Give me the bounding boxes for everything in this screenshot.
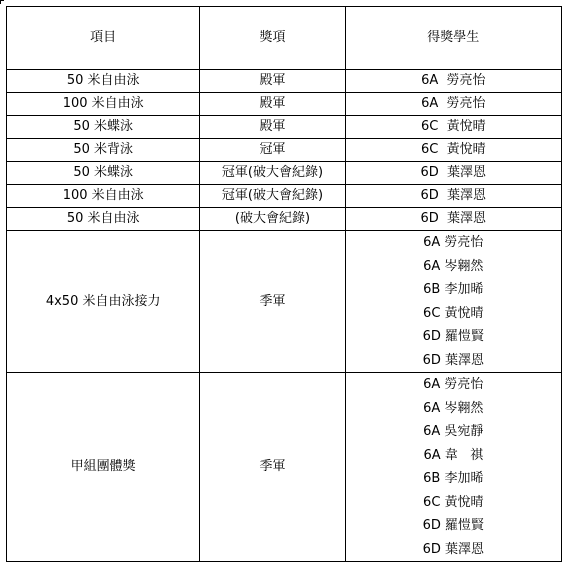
award-cell: 殿軍 xyxy=(200,70,345,93)
event-cell: 100 米自由泳 xyxy=(7,93,200,116)
table-row xyxy=(7,162,562,185)
award-cell: 冠軍 xyxy=(200,139,345,162)
header-row xyxy=(7,7,562,70)
event-cell: 50 米背泳 xyxy=(7,139,200,162)
event-cell: 50 米自由泳 xyxy=(7,70,200,93)
student-name: 6C 黃悅晴 xyxy=(423,494,484,510)
student-cell: 6D 葉澤恩 xyxy=(345,208,561,231)
header-award: 獎項 xyxy=(200,7,345,70)
event-cell: 甲組團體獎 xyxy=(7,373,200,562)
award-cell: 冠軍(破大會紀錄) xyxy=(200,162,345,185)
student-name: 6A 岑翱然 xyxy=(423,258,484,274)
student-name: 6A 岑翱然 xyxy=(423,400,484,416)
award-cell: 冠軍(破大會紀錄) xyxy=(200,185,345,208)
table-row xyxy=(7,208,562,231)
event-cell: 50 米蝶泳 xyxy=(7,116,200,139)
student-name: 6A 勞亮怡 xyxy=(423,377,484,392)
student-cell: 6A 勞亮怡 xyxy=(345,70,561,93)
award-cell: 季軍 xyxy=(200,373,345,562)
student-cell: 6C 黃悅晴 xyxy=(345,139,561,162)
student-list-cell xyxy=(345,373,561,562)
event-cell: 50 米蝶泳 xyxy=(7,162,200,185)
student-name: 6C 黃悅晴 xyxy=(423,305,484,321)
award-cell: 季軍 xyxy=(200,231,345,373)
header-students: 得獎學生 xyxy=(345,7,561,70)
header-event: 項目 xyxy=(7,7,200,70)
award-cell: (破大會紀錄) xyxy=(200,208,345,231)
student-cell: 6D 葉澤恩 xyxy=(345,162,561,185)
relay-row xyxy=(7,231,562,373)
student-name: 6A 勞亮怡 xyxy=(423,235,484,250)
student-list-cell xyxy=(345,231,561,373)
team-row xyxy=(7,373,562,562)
student-name: 6A 吳宛靜 xyxy=(423,424,484,439)
student-name: 6D 葉澤恩 xyxy=(422,541,484,557)
student-cell: 6D 葉澤恩 xyxy=(345,185,561,208)
student-name: 6D 羅愷賢 xyxy=(422,518,484,533)
table-row xyxy=(7,116,562,139)
student-cell: 6A 勞亮怡 xyxy=(345,93,561,116)
event-cell: 100 米自由泳 xyxy=(7,185,200,208)
results-table xyxy=(6,6,562,562)
table-row xyxy=(7,139,562,162)
corner-mark xyxy=(0,0,4,4)
student-name: 6B 李加晞 xyxy=(423,282,484,297)
award-cell: 殿軍 xyxy=(200,93,345,116)
event-cell: 50 米自由泳 xyxy=(7,208,200,231)
table-row xyxy=(7,185,562,208)
student-name: 6D 葉澤恩 xyxy=(422,352,484,368)
student-name: 6A 韋 祺 xyxy=(423,447,484,463)
event-cell: 4x50 米自由泳接力 xyxy=(7,231,200,373)
award-cell: 殿軍 xyxy=(200,116,345,139)
student-name: 6B 李加晞 xyxy=(423,471,484,486)
student-cell: 6C 黃悅晴 xyxy=(345,116,561,139)
table-row xyxy=(7,70,562,93)
student-name: 6D 羅愷賢 xyxy=(422,329,484,344)
table-row xyxy=(7,93,562,116)
